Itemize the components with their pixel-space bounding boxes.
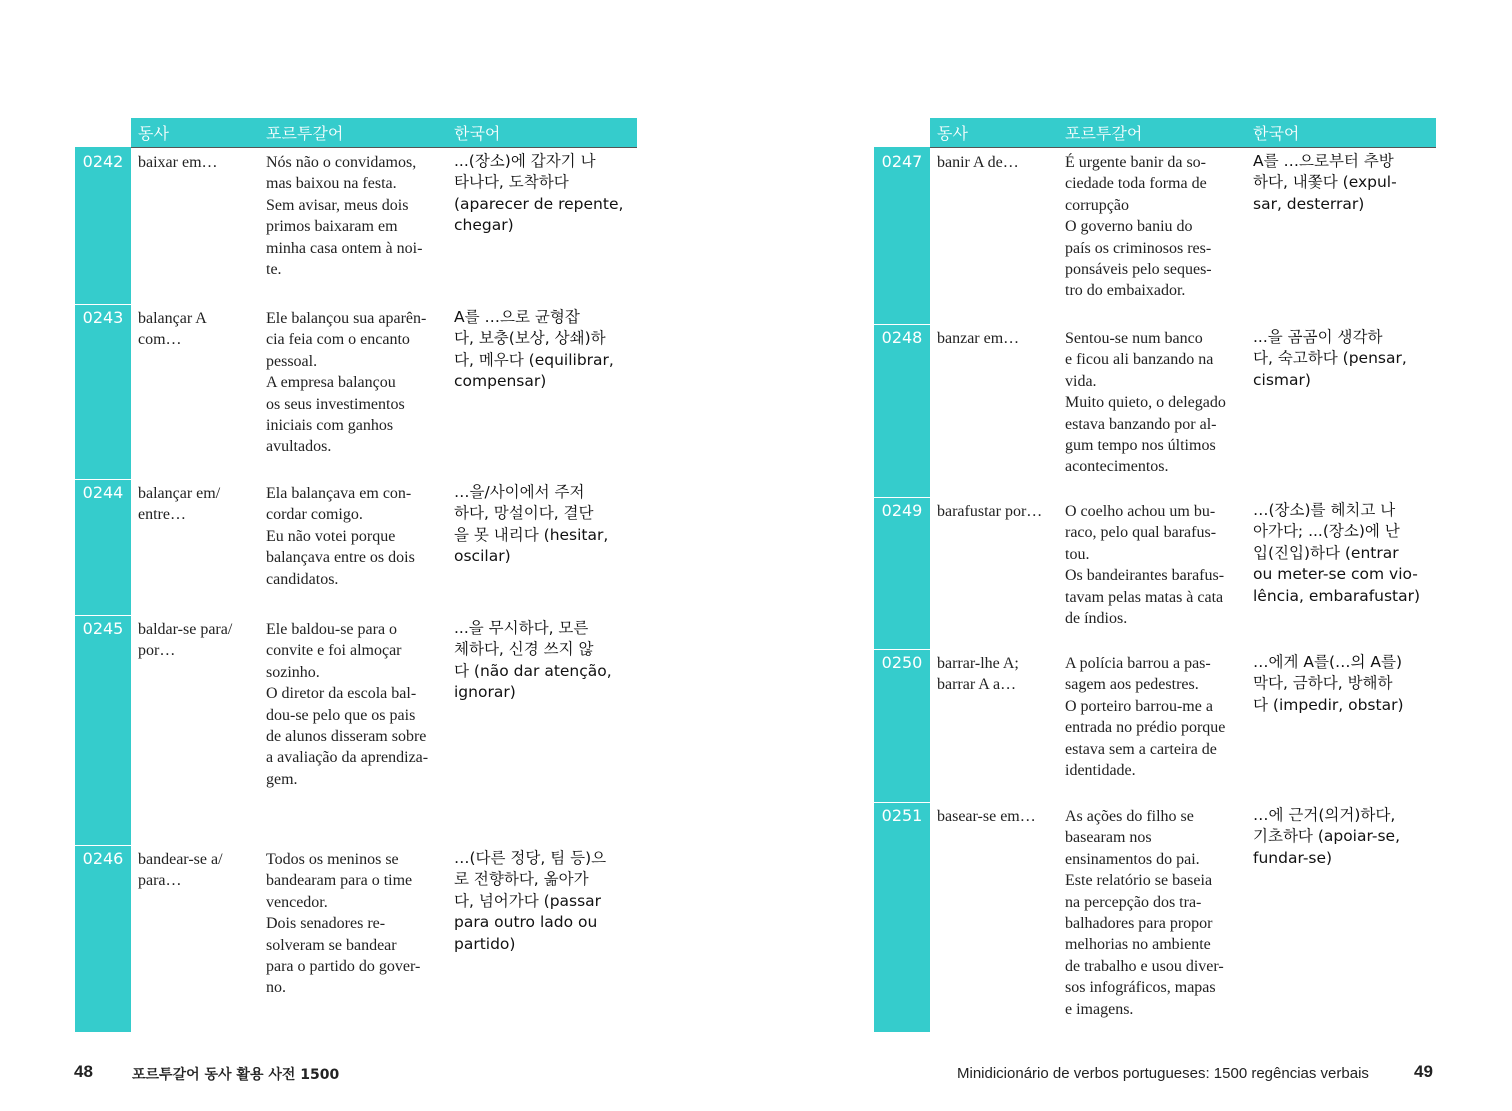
entry-verb: banzar em… xyxy=(937,330,1020,347)
entry-verb: baldar-se para/ por… xyxy=(138,621,233,660)
entry-number: 0246 xyxy=(82,849,124,868)
entry-verb: baixar em… xyxy=(138,154,218,171)
page-number-right: 49 xyxy=(1414,1062,1433,1081)
column-header-verb: 동사 xyxy=(937,124,968,143)
entry-example: As ações do filho se basearam nos ensinamentos do pai. Este relatório se baseia na percepção dos tra- balhadores para propor melhorias no ambiente de trabalho e usou diver- sos infográficos, mapas e imagens. xyxy=(1065,808,1224,1018)
entry-verb: balançar A com… xyxy=(138,310,207,349)
entry-id-bar xyxy=(874,147,930,1032)
entry-verb: banir A de… xyxy=(937,154,1019,171)
entry-divider xyxy=(874,497,930,498)
column-header-korean: 한국어 xyxy=(454,124,501,143)
entry-verb: bandear-se a/ para… xyxy=(138,851,223,890)
entry-number: 0242 xyxy=(82,152,124,171)
page-number-left: 48 xyxy=(74,1062,93,1081)
entry-example: É urgente banir da so- ciedade toda forma de corrupção O governo baniu do país os criminosos res- ponsáveis pelo seques- tro do embaixador. xyxy=(1065,154,1212,300)
entry-korean: A를 …으로부터 추방 하다, 내쫓다 (expul- sar, desterrar) xyxy=(1253,152,1397,213)
entry-number: 0243 xyxy=(82,308,124,327)
entry-number: 0250 xyxy=(881,653,923,672)
entry-verb: barrar-lhe A; barrar A a… xyxy=(937,655,1019,694)
entry-divider xyxy=(75,615,131,616)
column-header-portuguese: 포르투갈어 xyxy=(1065,124,1143,143)
book-title-left: 포르투갈어 동사 활용 사전 1500 xyxy=(132,1067,340,1083)
entry-korean: …에게 A를(…의 A를) 막다, 금하다, 방해하 다 (impedir, obstar) xyxy=(1253,653,1404,714)
entry-example: Ele baldou-se para o convite e foi almoçar sozinho. O diretor da escola bal- dou-se pelo que os pais de alunos disseram sobre a avaliação da aprendiza- gem. xyxy=(266,621,429,788)
entry-korean: ...(장소)에 갑자기 나 타나다, 도착하다 (aparecer de repente, chegar) xyxy=(454,152,624,235)
entry-number: 0247 xyxy=(881,152,923,171)
entry-korean: …(다른 정당, 팀 등)으 로 전향하다, 옮아가 다, 넘어가다 (passar para outro lado ou partido) xyxy=(454,849,607,953)
entry-korean: …(장소)를 헤치고 나 아가다; ...(장소)에 난 입(진입)하다 (entrar ou meter-se com vio- lência, embarafustar) xyxy=(1253,501,1421,605)
entry-number: 0245 xyxy=(82,619,124,638)
entry-example: Nós não o convidamos, mas baixou na festa. Sem avisar, meus dois primos baixaram em minha casa ontem à noi- te. xyxy=(266,154,423,279)
entry-number: 0249 xyxy=(881,501,923,520)
entry-example: Sentou-se num banco e ficou ali banzando na vida. Muito quieto, o delegado estava banzando por al- gum tempo nos últimos acontecimentos. xyxy=(1065,330,1226,476)
entry-number: 0248 xyxy=(881,328,923,347)
entry-korean: …을/사이에서 주저 하다, 망설이다, 결단 을 못 내리다 (hesitar, oscilar) xyxy=(454,483,609,566)
entry-example: O coelho achou um bu- raco, pelo qual barafus- tou. Os bandeirantes barafus- tavam pelas matas à cata de índios. xyxy=(1065,503,1225,628)
entry-number: 0251 xyxy=(881,806,923,825)
entry-korean: ...을 무시하다, 모른 체하다, 신경 쓰지 않 다 (não dar atenção, ignorar) xyxy=(454,619,612,702)
entry-example: A polícia barrou a pas- sagem aos pedestres. O porteiro barrou-me a entrada no prédio porque estava sem a carteira de identidade. xyxy=(1065,655,1226,780)
entry-divider xyxy=(75,845,131,846)
entry-example: Ela balançava em con- cordar comigo. Eu não votei porque balançava entre os dois candidatos. xyxy=(266,485,415,588)
entry-divider xyxy=(75,304,131,305)
book-title-right: Minidicionário de verbos portugueses: 1500 regências verbais xyxy=(957,1065,1369,1082)
column-header-bar xyxy=(930,118,1436,148)
column-header-bar xyxy=(131,118,637,148)
entry-divider xyxy=(874,649,930,650)
entry-divider xyxy=(874,324,930,325)
column-header-korean: 한국어 xyxy=(1253,124,1300,143)
entry-example: Todos os meninos se bandearam para o time vencedor. Dois senadores re- solveram se bandear para o partido do gover- no. xyxy=(266,851,421,997)
entry-number: 0244 xyxy=(82,483,124,502)
entry-id-bar xyxy=(75,147,131,1032)
entry-divider xyxy=(874,802,930,803)
entry-verb: barafustar por… xyxy=(937,503,1043,520)
entry-korean: …에 근거(의거)하다, 기초하다 (apoiar-se, fundar-se) xyxy=(1253,806,1401,867)
entry-korean: ...을 곰곰이 생각하 다, 숙고하다 (pensar, cismar) xyxy=(1253,328,1407,389)
column-header-verb: 동사 xyxy=(138,124,169,143)
entry-korean: A를 …으로 균형잡 다, 보충(보상, 상쇄)하 다, 메우다 (equilibrar, compensar) xyxy=(454,308,614,391)
entry-example: Ele balançou sua aparên- cia feia com o encanto pessoal. A empresa balançou os seus investimentos iniciais com ganhos avultados. xyxy=(266,310,427,456)
entry-verb: basear-se em… xyxy=(937,808,1036,825)
entry-verb: balançar em/ entre… xyxy=(138,485,221,524)
entry-divider xyxy=(75,479,131,480)
column-header-portuguese: 포르투갈어 xyxy=(266,124,344,143)
